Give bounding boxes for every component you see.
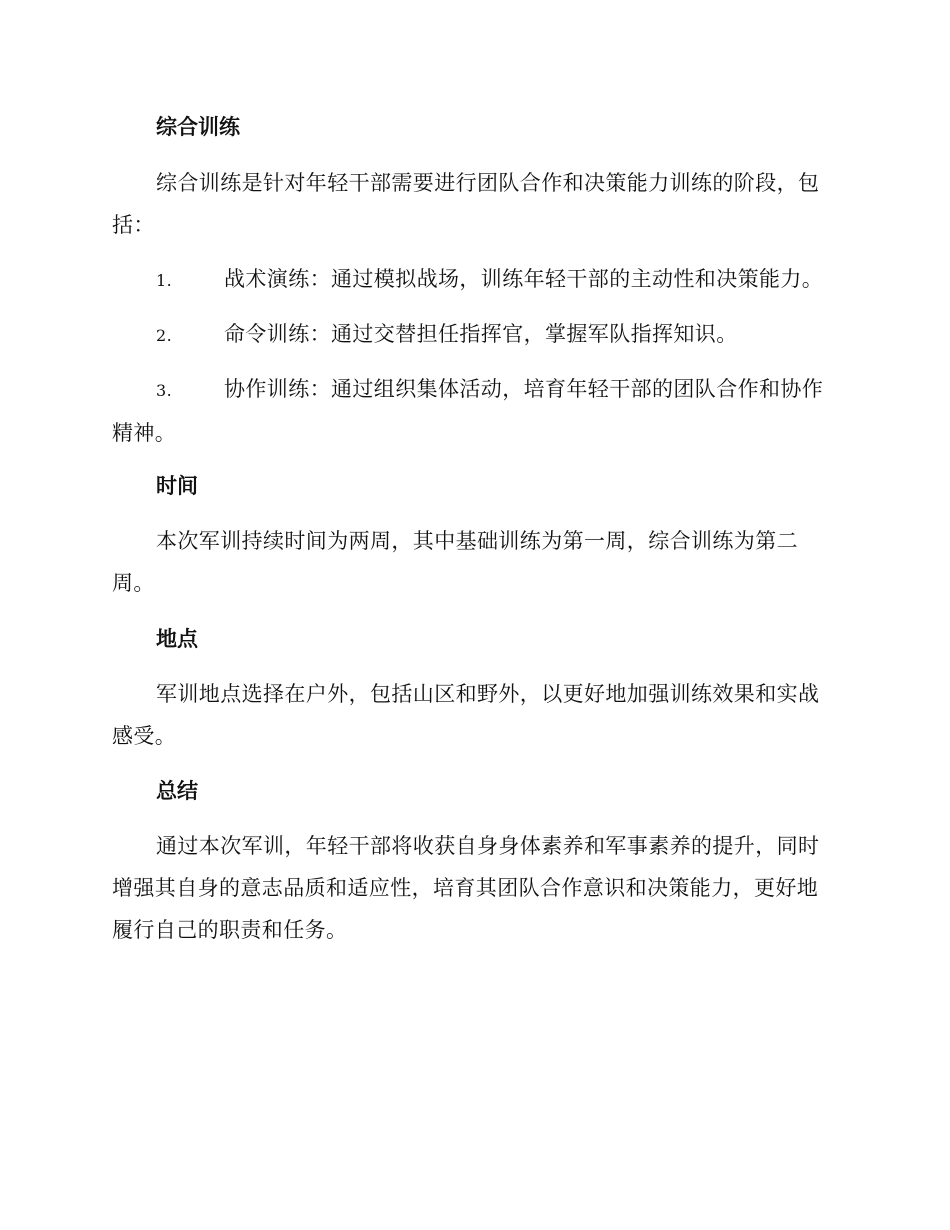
section-paragraph-summary: 通过本次军训，年轻干部将收获自身身体素养和军事素养的提升，同时增强其自身的意志品质和适应性，培育其团队合作意识和决策能力，更好地履行自己的职责和任务。 <box>112 834 820 942</box>
section-paragraph-time: 本次军训持续时间为两周，其中基础训练为第一周，综合训练为第二周。 <box>112 529 798 595</box>
section-heading-time: 时间 <box>156 474 198 498</box>
section-heading-summary: 总结 <box>156 779 198 803</box>
list-item-text: 协作训练：通过组织集体活动，培育年轻干部的团队合作和协作精神。 <box>112 377 824 445</box>
section-paragraph-comprehensive-training: 综合训练是针对年轻干部需要进行团队合作和决策能力训练的阶段，包括： <box>112 171 820 237</box>
section-heading-location: 地点 <box>156 627 198 651</box>
list-item <box>112 258 834 302</box>
section-heading-comprehensive-training: 综合训练 <box>156 115 240 139</box>
list-item-text: 命令训练：通过交替担任指挥官，掌握军队指挥知识。 <box>224 322 738 346</box>
list-item-number: 1. <box>156 271 173 290</box>
list-item <box>112 313 834 357</box>
list-item-number: 3. <box>156 381 173 400</box>
list-item <box>112 368 834 454</box>
list-item-number: 2. <box>156 326 173 345</box>
list-item-text: 战术演练：通过模拟战场，训练年轻干部的主动性和决策能力。 <box>224 267 824 291</box>
section-paragraph-location: 军训地点选择在户外，包括山区和野外，以更好地加强训练效果和实战感受。 <box>112 682 820 748</box>
